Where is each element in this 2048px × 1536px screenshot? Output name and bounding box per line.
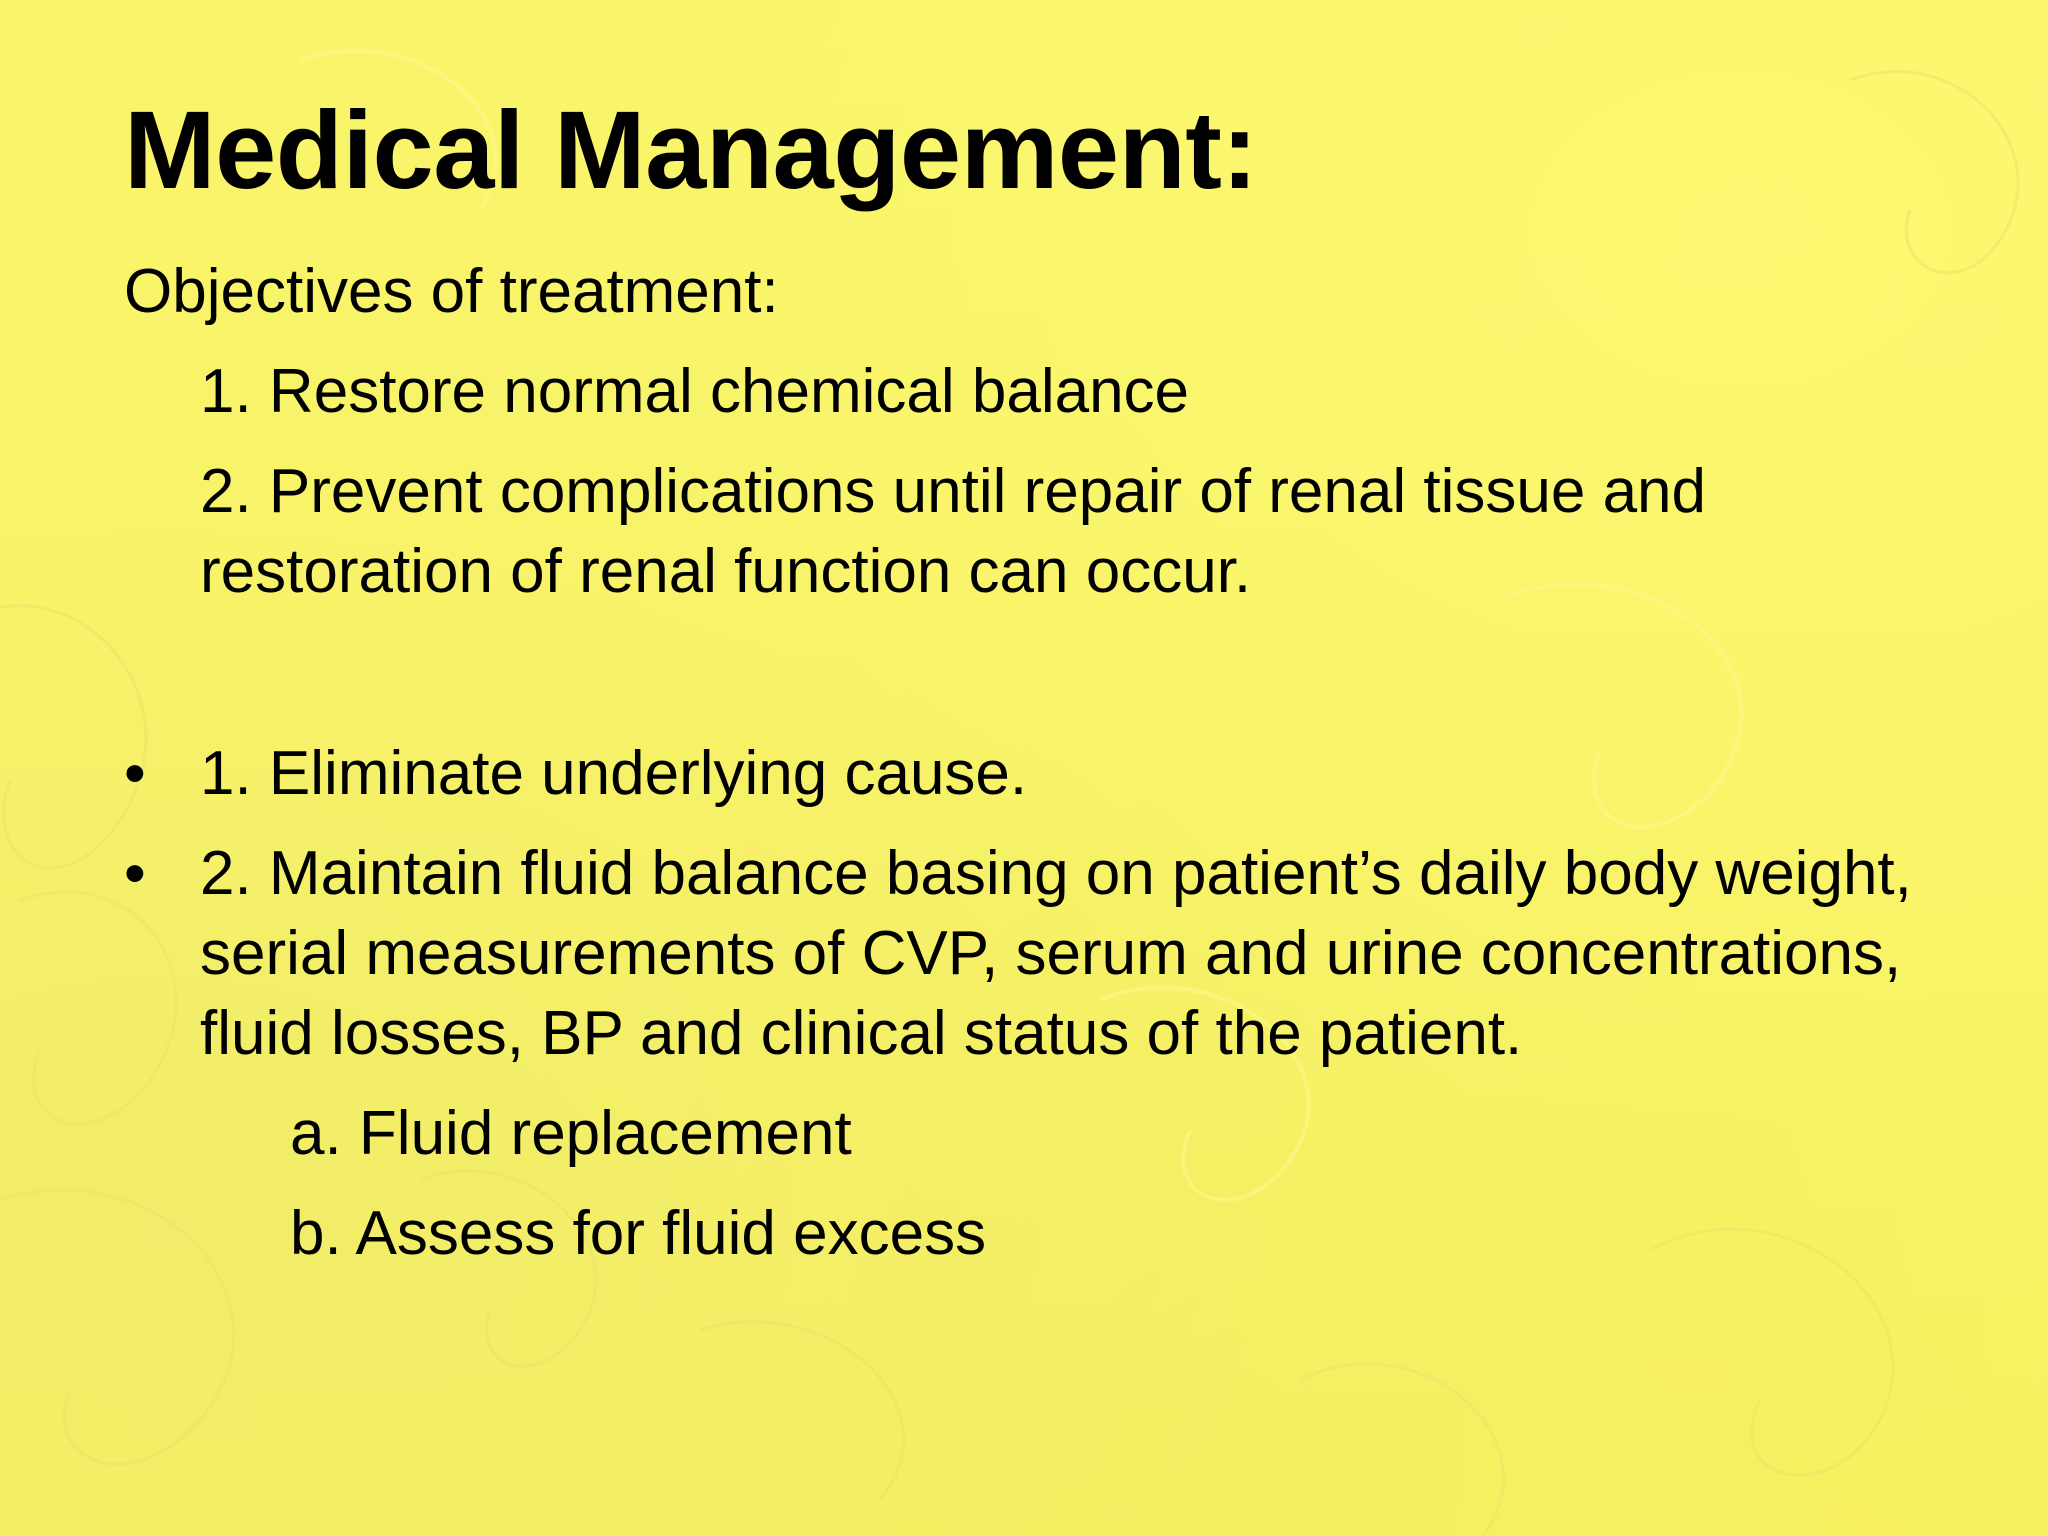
objectives-heading: Objectives of treatment: [124, 257, 779, 326]
bullet-item [124, 734, 1944, 814]
sub-item: b. Assess for fluid excess [290, 1199, 987, 1268]
bullet-icon: • [124, 839, 146, 908]
bullet-text: 2. Maintain fluid balance basing on patient’s daily body weight, serial measurements of CVP, serum and urine concentrations, fluid losses, BP and clinical status of the patient. [200, 839, 1912, 1068]
bullet-icon: • [124, 739, 146, 808]
objective-item: 2. Prevent complications until repair of renal tissue and restoration of renal function can occur. [200, 457, 1707, 606]
objective-item: 1. Restore normal chemical balance [200, 357, 1190, 426]
slide-body [124, 252, 1944, 1274]
bullet-item [124, 834, 1944, 1074]
slide-title: Medical Management: [124, 89, 1258, 212]
bullet-text: 1. Eliminate underlying cause. [200, 739, 1028, 808]
sub-item: a. Fluid replacement [290, 1099, 852, 1168]
